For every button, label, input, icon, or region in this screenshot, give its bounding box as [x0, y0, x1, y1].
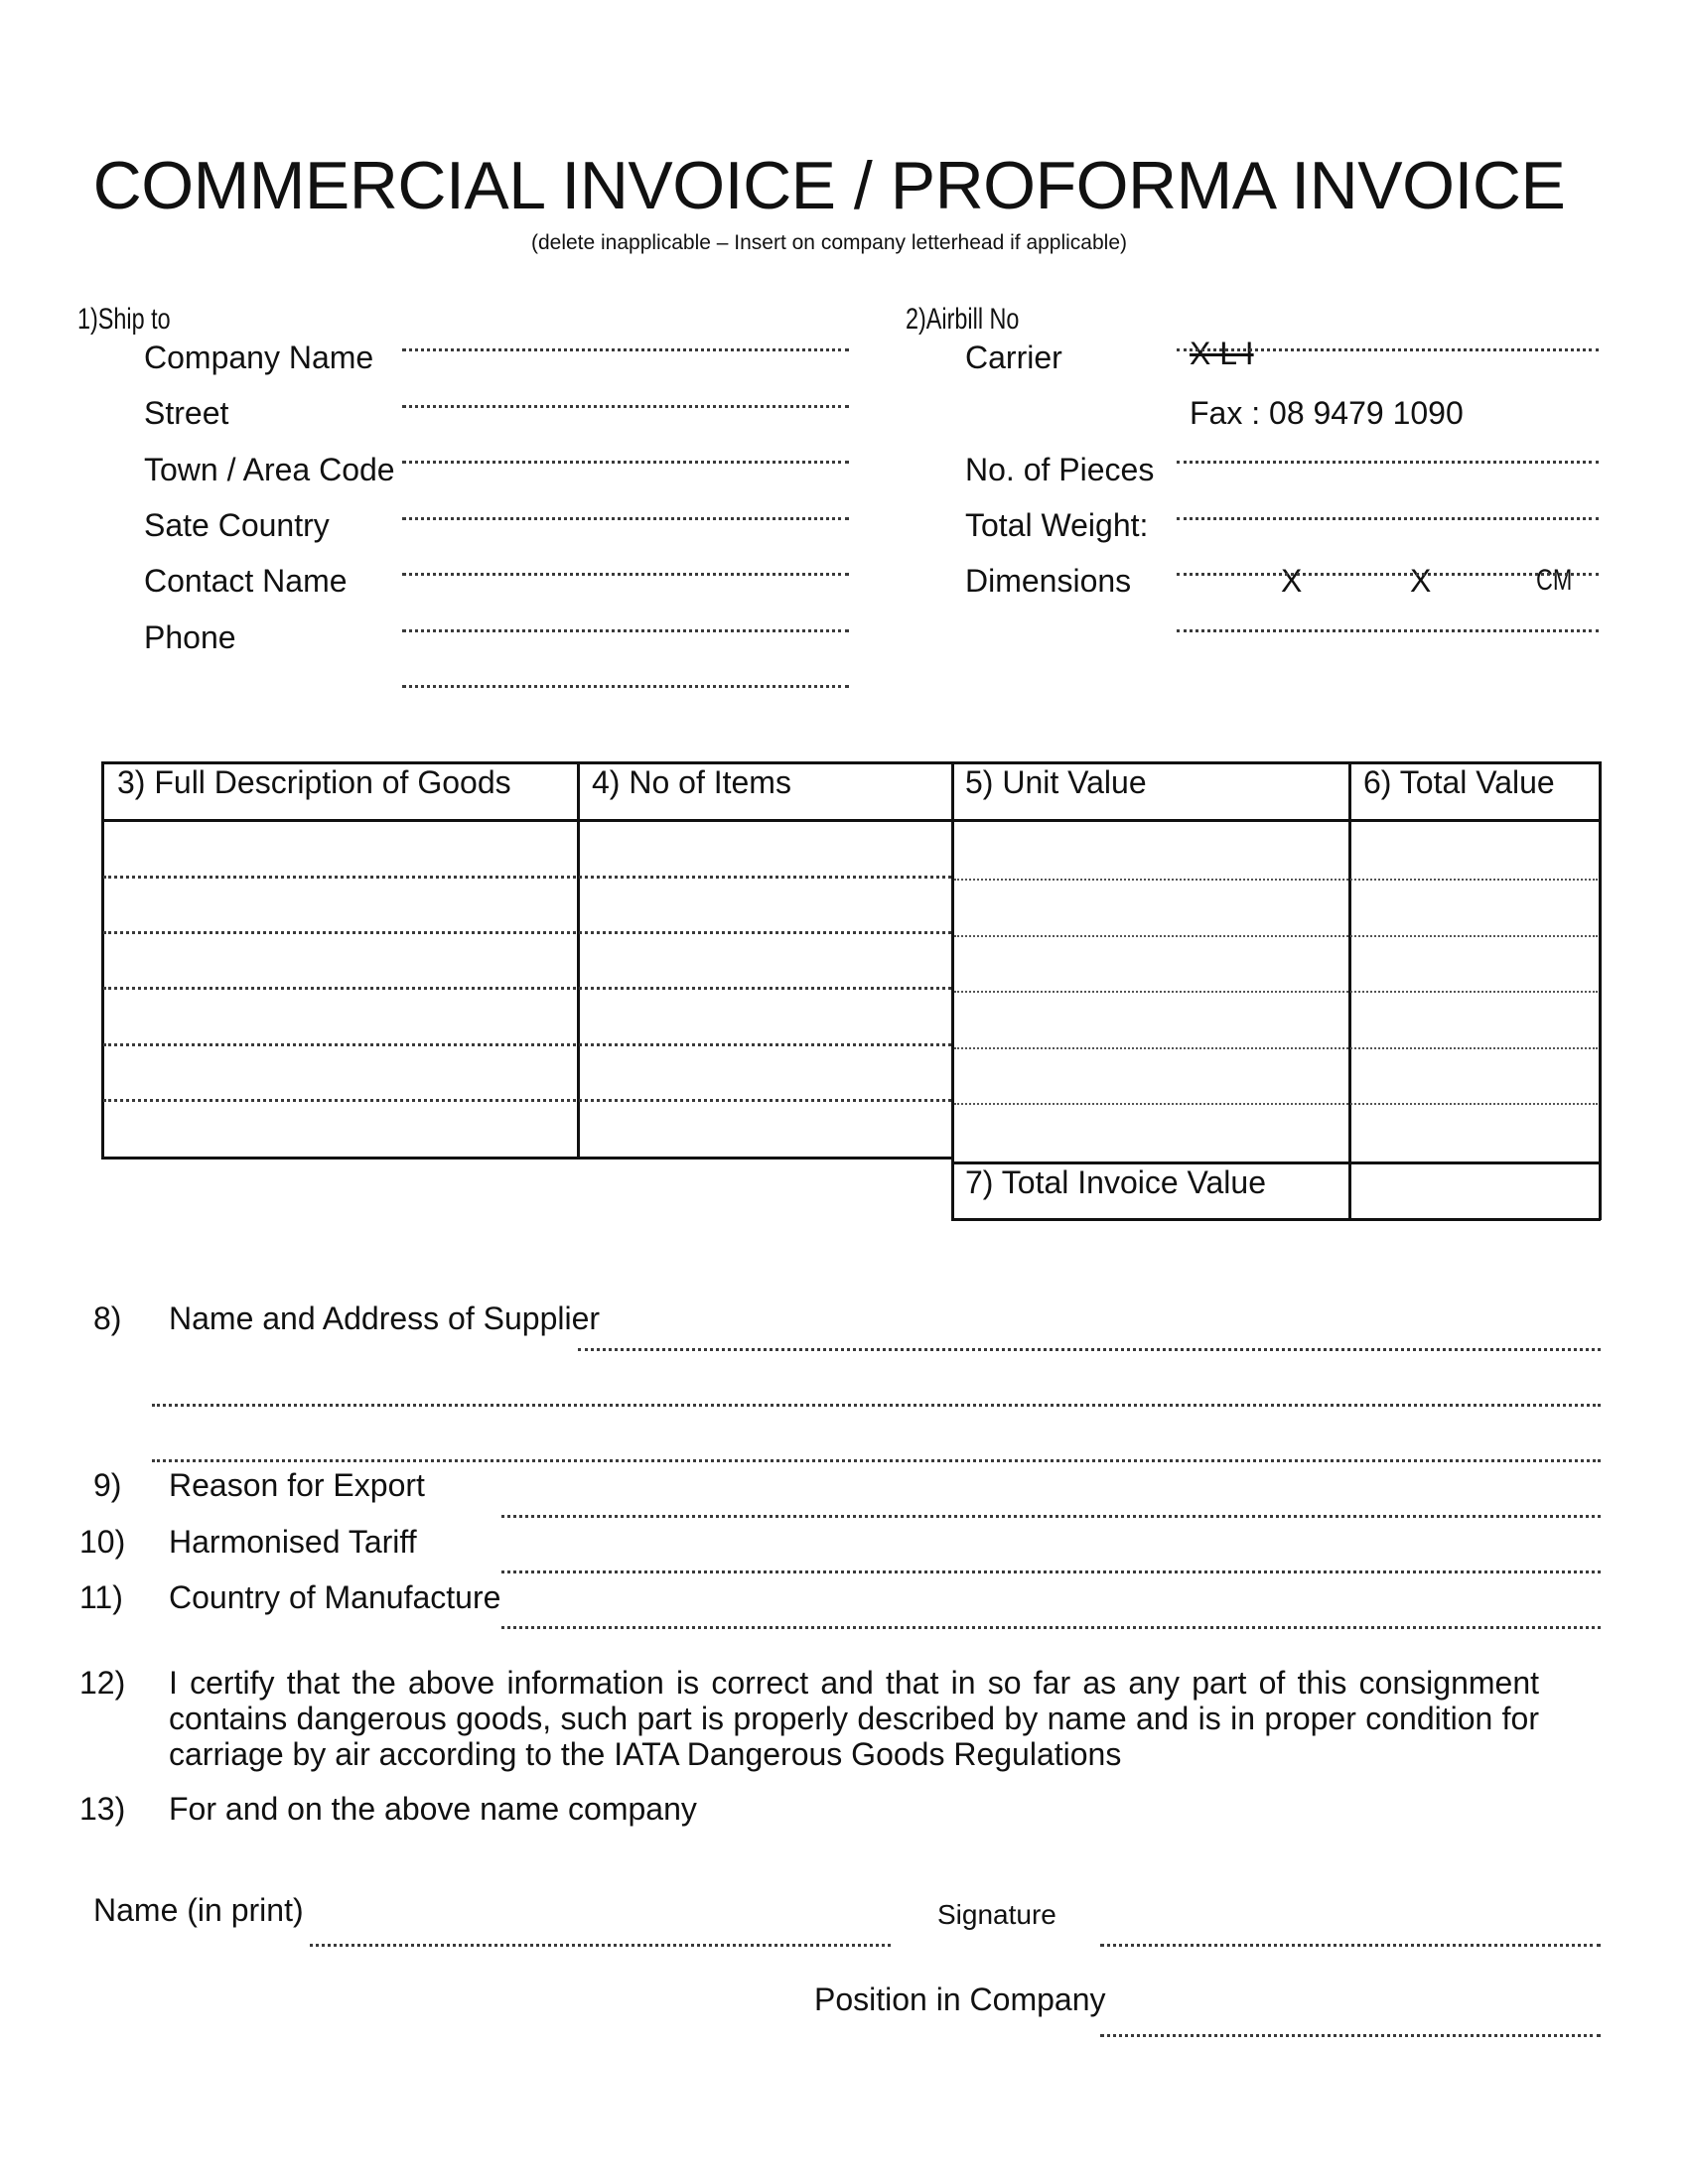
contact-name-label: Contact Name: [144, 563, 348, 599]
signature-label: Signature: [937, 1899, 1056, 1930]
state-country-field[interactable]: [402, 517, 849, 520]
town-area-code-label: Town / Area Code: [144, 452, 395, 487]
table-row[interactable]: [954, 1047, 1598, 1049]
name-in-print-field[interactable]: [310, 1944, 891, 1947]
phone-label: Phone: [144, 619, 236, 655]
pieces-label: No. of Pieces: [965, 452, 1155, 487]
item-number-9: 9): [93, 1467, 122, 1503]
harmonised-tariff-label: Harmonised Tariff: [169, 1524, 417, 1560]
item-number-10: 10): [79, 1524, 126, 1560]
company-name-field[interactable]: [402, 348, 849, 351]
table-row[interactable]: [103, 931, 951, 934]
table-row[interactable]: [954, 879, 1598, 881]
table-row[interactable]: [103, 1043, 951, 1046]
column-header-items: 4) No of Items: [592, 764, 791, 800]
weight-field[interactable]: [1177, 517, 1599, 520]
position-in-company-label: Position in Company: [814, 1981, 1106, 2017]
table-row[interactable]: [954, 991, 1598, 993]
table-row[interactable]: [103, 876, 951, 879]
total-invoice-value-label: 7) Total Invoice Value: [965, 1164, 1266, 1200]
supplier-field-line-1[interactable]: [578, 1348, 1601, 1351]
table-row[interactable]: [954, 1103, 1598, 1105]
country-of-manufacture-field[interactable]: [501, 1626, 1601, 1629]
item-number-12: 12): [79, 1665, 126, 1701]
total-invoice-value-field[interactable]: [1352, 1165, 1595, 1215]
name-in-print-label: Name (in print): [93, 1892, 304, 1928]
dimensions-label: Dimensions: [965, 563, 1132, 599]
certification-statement: I certify that the above information is correct and that in so far as any part of this consignment contains dangerous goods, such part is properly described by name and is in proper condition for carriage by air according to the IATA Dangerous Goods Regulations: [169, 1665, 1539, 1772]
supplier-field-line-3[interactable]: [152, 1459, 1601, 1462]
state-country-label: Sate Country: [144, 507, 330, 543]
table-row[interactable]: [103, 1099, 951, 1102]
supplier-label: Name and Address of Supplier: [169, 1300, 601, 1336]
ship-to-heading: 1)Ship to: [77, 303, 171, 336]
for-company-label: For and on the above name company: [169, 1791, 697, 1827]
supplier-field-line-2[interactable]: [152, 1404, 1601, 1407]
street-label: Street: [144, 395, 229, 431]
harmonised-tariff-field[interactable]: [501, 1570, 1601, 1573]
pieces-field[interactable]: [1177, 461, 1599, 464]
reason-for-export-field[interactable]: [501, 1515, 1601, 1518]
dimensions-field-extra[interactable]: [1177, 629, 1599, 632]
table-row[interactable]: [103, 987, 951, 990]
table-right-border: [1599, 761, 1602, 1220]
dimension-x-2: X: [1410, 563, 1432, 599]
item-number-13: 13): [79, 1791, 126, 1827]
town-area-code-field[interactable]: [402, 461, 849, 464]
reason-for-export-label: Reason for Export: [169, 1467, 425, 1503]
column-header-unit-value: 5) Unit Value: [965, 764, 1147, 800]
phone-field-extra[interactable]: [402, 685, 849, 688]
airbill-heading: 2)Airbill No: [906, 303, 1020, 336]
dimension-x-1: X: [1281, 563, 1303, 599]
column-header-total-value: 6) Total Value: [1363, 764, 1555, 800]
item-number-8: 8): [93, 1300, 122, 1336]
country-of-manufacture-label: Country of Manufacture: [169, 1579, 501, 1615]
carrier-fax: Fax : 08 9479 1090: [1190, 395, 1464, 431]
carrier-label: Carrier: [965, 340, 1062, 375]
weight-label: Total Weight:: [965, 507, 1149, 543]
dimensions-field[interactable]: [1177, 573, 1599, 576]
table-bottom-border-left: [101, 1157, 953, 1160]
total-row-bottom-border: [951, 1218, 1601, 1221]
street-field[interactable]: [402, 405, 849, 408]
document-title: COMMERCIAL INVOICE / PROFORMA INVOICE: [92, 148, 1566, 223]
company-name-label: Company Name: [144, 340, 374, 375]
phone-field[interactable]: [402, 629, 849, 632]
item-number-11: 11): [79, 1579, 123, 1615]
position-in-company-field[interactable]: [1100, 2034, 1601, 2037]
dimension-unit: CM: [1536, 564, 1573, 597]
table-row[interactable]: [954, 935, 1598, 937]
table-header-border: [101, 819, 1601, 822]
contact-name-field[interactable]: [402, 573, 849, 576]
carrier-field[interactable]: [1177, 348, 1599, 351]
document-subtitle: (delete inapplicable – Insert on company letterhead if applicable): [530, 231, 1128, 254]
column-header-description: 3) Full Description of Goods: [117, 764, 511, 800]
carrier-value: X L I: [1190, 336, 1254, 371]
signature-field[interactable]: [1100, 1944, 1601, 1947]
